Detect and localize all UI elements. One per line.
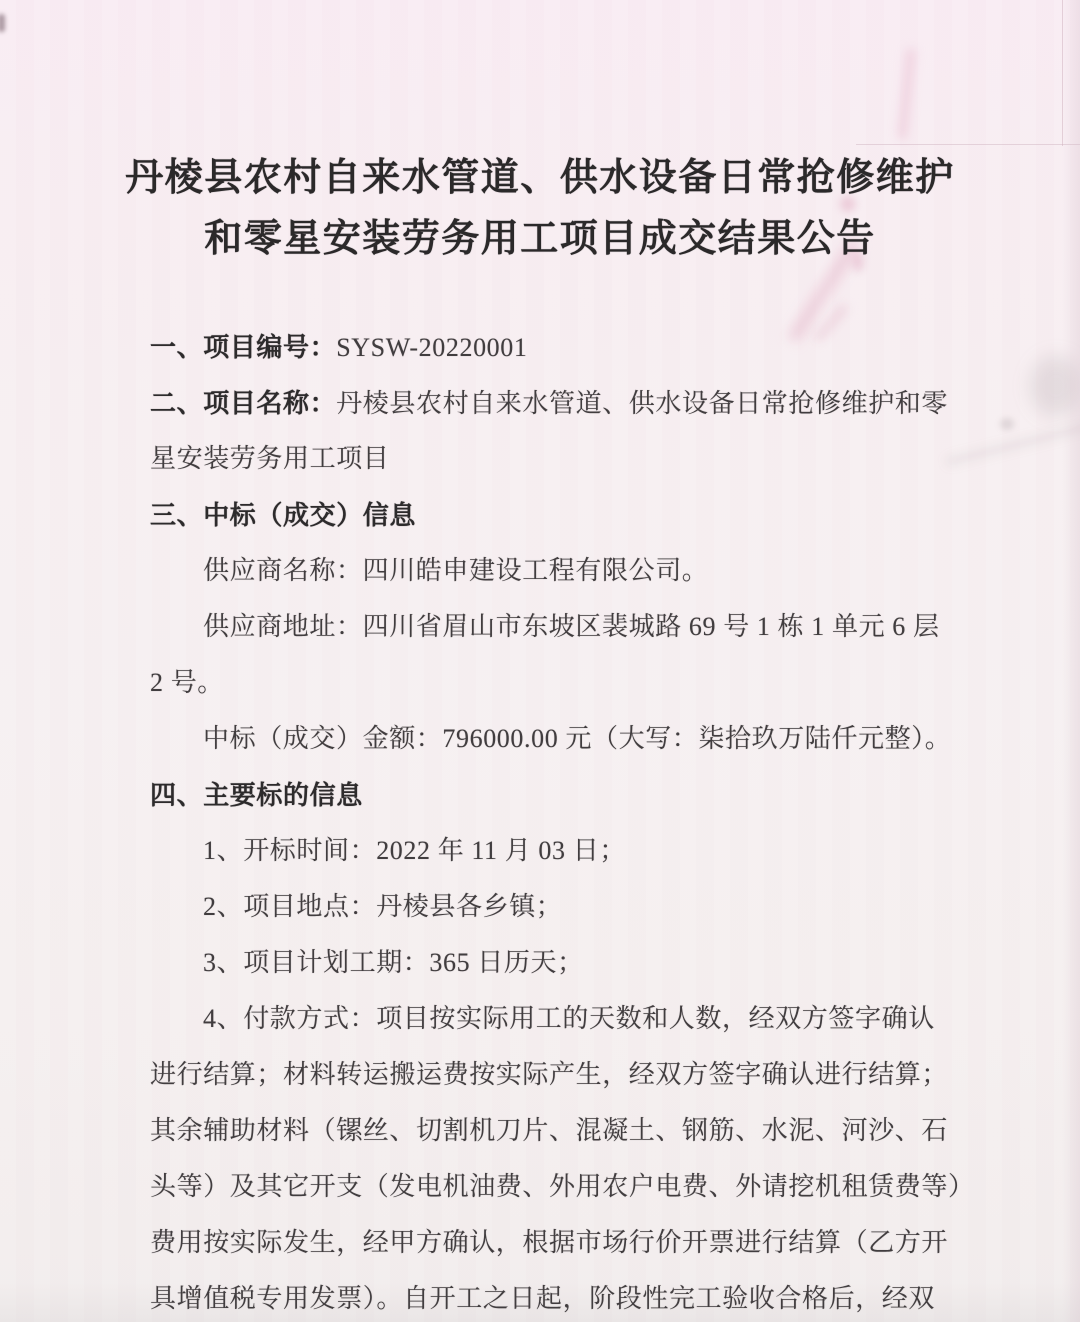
gray-smudge xyxy=(945,422,1080,466)
document-line xyxy=(150,1271,940,1327)
document-line xyxy=(150,879,940,935)
line-text: SYSW-20220001 xyxy=(336,333,528,362)
line-text: 4、付款方式：项目按实际用工的天数和人数，经双方签字确认 xyxy=(203,1004,935,1033)
section-heading-label: 三、中标（成交）信息 xyxy=(150,500,417,530)
line-text: 中标（成交）金额：796000.00 元（大写：柒拾玖万陆仟元整）。 xyxy=(203,724,952,753)
line-text: 费用按实际发生，经甲方确认，根据市场行价开票进行结算（乙方开 xyxy=(150,1228,949,1257)
line-text: 3、项目计划工期：365 日历天； xyxy=(203,948,584,977)
section-heading-label: 一、项目编号： xyxy=(150,332,337,362)
document-line xyxy=(150,823,940,879)
document-line xyxy=(150,375,949,431)
line-text: 具增值税专用发票）。自开工之日起，阶段性完工验收合格后，经双 xyxy=(150,1284,936,1313)
document-line xyxy=(150,711,952,767)
document-line xyxy=(150,1047,949,1103)
document-body xyxy=(150,319,975,1327)
document-line xyxy=(150,599,940,655)
document-line xyxy=(150,1103,949,1159)
scan-line xyxy=(856,144,1080,145)
gray-smudge xyxy=(1000,418,1014,430)
document-line xyxy=(150,1159,975,1215)
document-line xyxy=(150,543,940,599)
pink-stain xyxy=(897,48,916,140)
document-line xyxy=(150,1215,949,1271)
line-text: 2、项目地点：丹棱县各乡镇； xyxy=(203,892,563,921)
line-text: 1、开标时间：2022 年 11 月 03 日； xyxy=(203,836,626,865)
line-text: 供应商名称：四川皓申建设工程有限公司。 xyxy=(203,556,709,585)
line-text: 头等）及其它开支（发电机油费、外用农户电费、外请挖机租赁费等） xyxy=(150,1172,975,1201)
line-text: 其余辅助材料（镙丝、切割机刀片、混凝土、钢筋、水泥、河沙、石 xyxy=(150,1116,949,1145)
line-text: 2 号。 xyxy=(150,668,224,697)
line-text: 进行结算；材料转运搬运费按实际产生，经双方签字确认进行结算； xyxy=(150,1060,949,1089)
document-line xyxy=(150,487,940,543)
line-text: 供应商地址：四川省眉山市东坡区裴城路 69 号 1 栋 1 单元 6 层 xyxy=(203,612,940,641)
document-title-line-1: 丹棱县农村自来水管道、供水设备日常抢修维护 xyxy=(125,157,955,199)
document-line xyxy=(150,935,940,991)
document-title-line-2: 和零星安装劳务用工项目成交结果公告 xyxy=(204,218,876,260)
document-title xyxy=(0,148,1080,270)
document-line xyxy=(150,991,940,1047)
document-line xyxy=(150,767,940,823)
section-heading-label: 四、主要标的信息 xyxy=(150,780,363,810)
line-text: 丹棱县农村自来水管道、供水设备日常抢修维护和零 xyxy=(336,389,949,418)
scan-edge-mark xyxy=(0,14,5,32)
document-line xyxy=(150,431,940,487)
line-text: 星安装劳务用工项目 xyxy=(150,444,390,473)
section-heading-label: 二、项目名称： xyxy=(150,388,337,418)
document-line xyxy=(150,655,940,711)
document-line xyxy=(150,319,940,375)
